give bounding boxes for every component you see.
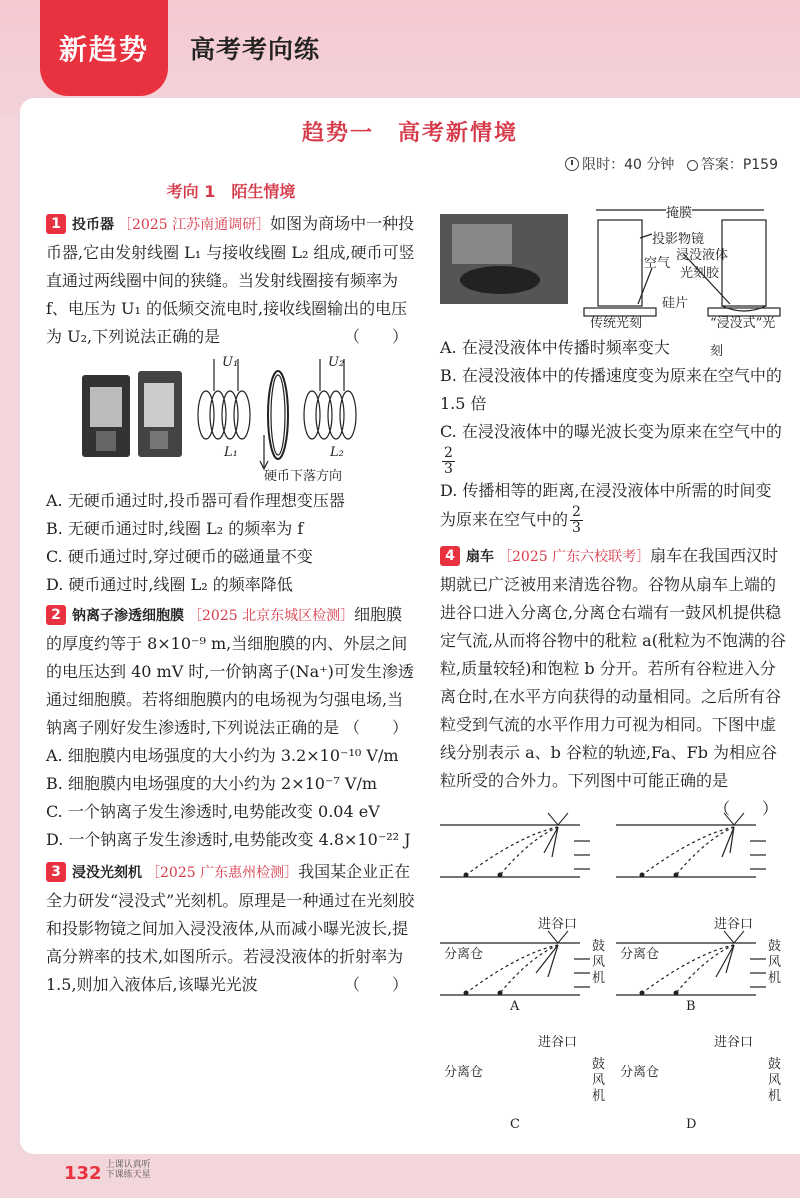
inlet-label: 进谷口 <box>714 1035 754 1050</box>
liquid-label: 浸没液体 <box>676 248 729 263</box>
u2-label: U₂ <box>328 355 345 370</box>
wafer-label: 硅片 <box>662 296 689 311</box>
question-4 <box>440 542 786 818</box>
option-a[interactable]: A. 在浸没液体中传播时频率变大 <box>440 338 670 357</box>
meta-bar <box>557 154 778 174</box>
winnower-svg <box>616 923 786 1033</box>
time-text: 限时：40 分钟 <box>582 157 675 173</box>
option-d-text: D. 传播相等的距离,在浸没液体中所需的时间变为原来在空气中的 <box>440 481 772 529</box>
option-c-text: C. 在浸没液体中的曝光波长变为原来在空气中的 <box>440 422 782 441</box>
option-b[interactable]: B. 细胞膜内电场强度的大小约为 2×10⁻⁷ V/m <box>46 774 378 793</box>
question-text: 我国某企业正在全力研发“浸没式”光刻机。原理是一种通过在光刻胶和投影物镜之间加入浸没液体,从而减小曝光波长,提高分辨率的技术,如图所示。若浸没液体的折射率为 1.5,则加入液体后,该曝光光波 <box>46 862 415 994</box>
winnower-figure-d[interactable] <box>616 923 786 1033</box>
fraction <box>442 446 455 477</box>
lens-label: 投影物镜 <box>652 226 704 254</box>
fraction-numerator: 2 <box>572 504 581 520</box>
answer-text: 答案：P159 <box>700 157 778 173</box>
option-b[interactable]: B. 在浸没液体中的传播速度变为原来在空气中的 1.5 倍 <box>440 366 782 413</box>
blower-label-1: 鼓 <box>592 939 606 954</box>
option-b[interactable]: B. 无硬币通过时,线圈 L₂ 的频率为 f <box>46 519 304 538</box>
winnower-figure-c[interactable] <box>440 923 610 1033</box>
key-icon <box>687 160 698 171</box>
question-number: 3 <box>46 862 66 882</box>
option-c[interactable]: C. 一个钠离子发生渗透时,电势能改变 0.04 eV <box>46 802 380 821</box>
blower-label-2: 风 <box>768 955 782 970</box>
blower-label-1: 鼓 <box>768 1057 782 1072</box>
inlet-label: 进谷口 <box>714 917 754 932</box>
question-2 <box>46 601 416 854</box>
answer-ref <box>687 157 778 173</box>
question-tag: 钠离子渗透细胞膜 <box>72 608 184 624</box>
question-source: ［2025 江苏南通调研］ <box>118 217 271 233</box>
question-1 <box>46 210 416 599</box>
traditional-caption: 传统光刻 <box>590 316 643 331</box>
page-footer <box>64 1160 151 1184</box>
section-title: 高考考向练 <box>190 35 321 64</box>
blower-label-2: 风 <box>592 1073 606 1088</box>
question-tag: 投币器 <box>72 217 114 233</box>
question-text: 细胞膜的厚度约等于 8×10⁻⁹ m,当细胞膜的内、外层之间的电压达到 40 mV 时,一价钠离子(Na⁺)可发生渗透通过细胞膜。若将细胞膜内的电场视为匀强电场,当钠离子刚好发生渗透时,下列说法正确的是 <box>46 605 414 737</box>
l2-label: L₂ <box>330 445 344 460</box>
option-d[interactable]: D. 硬币通过时,线圈 L₂ 的频率降低 <box>46 575 293 594</box>
chamber-label: 分离仓 <box>444 1065 484 1080</box>
winnower-svg <box>440 805 610 915</box>
fraction <box>570 505 583 536</box>
blower-label-2: 风 <box>768 1073 782 1088</box>
question-source: ［2025 北京东城区检测］ <box>188 608 355 624</box>
figure-label-c: C <box>510 1117 520 1132</box>
option-d[interactable]: D. 一个钠离子发生渗透时,电势能改变 4.8×10⁻²² J <box>46 830 411 849</box>
u1-label: U₁ <box>222 355 239 370</box>
option-d[interactable] <box>440 477 786 536</box>
question-number: 4 <box>440 546 460 566</box>
winnower-figure-b[interactable] <box>616 805 786 915</box>
page-number: 132 <box>64 1163 102 1184</box>
clock-icon <box>565 157 579 171</box>
slogan-line-2: 下课练天星 <box>105 1170 151 1180</box>
option-a[interactable]: A. 无硬币通过时,投币器可看作理想变压器 <box>46 491 345 510</box>
winnower-figures <box>440 801 786 1031</box>
left-column <box>46 178 416 999</box>
blower-label-1: 鼓 <box>768 939 782 954</box>
resist-label: 光刻胶 <box>680 266 720 281</box>
question-3 <box>46 858 416 999</box>
mask-label: 掩膜 <box>666 200 692 228</box>
chamber-label: 分离仓 <box>620 1065 660 1080</box>
blower-label-3: 机 <box>768 1089 782 1104</box>
fraction-denominator: 3 <box>572 520 581 536</box>
blower-label-3: 机 <box>768 971 782 986</box>
slogan-line-1: 上课认真听 <box>105 1160 151 1170</box>
coin-device-figure <box>46 355 416 483</box>
question-number: 1 <box>46 214 66 234</box>
blower-label-1: 鼓 <box>592 1057 606 1072</box>
page-content <box>20 98 800 1154</box>
l1-label: L₁ <box>224 445 238 460</box>
blower-label-3: 机 <box>592 971 606 986</box>
answer-bracket: （ ） <box>343 975 408 994</box>
inlet-label: 进谷口 <box>538 1035 578 1050</box>
question-text: 如图为商场中一种投币器,它由发射线圈 L₁ 与接收线圈 L₂ 组成,硬币可竖直通过两线圈中间的狭缝。当发射线圈接有频率为 f、电压为 U₁ 的低频交流电时,接收线圈输出的电压为 U₂,下列说法正确的是 <box>46 214 415 346</box>
figure-label-a: A <box>510 999 520 1014</box>
chamber-label: 分离仓 <box>620 947 660 962</box>
answer-bracket: （ ） <box>713 799 778 818</box>
fraction-numerator: 2 <box>444 445 453 461</box>
question-text: 扇车在我国西汉时期就已广泛被用来清选谷物。谷物从扇车上端的进谷口进入分离仓,分离仓右端有一鼓风机提供稳定气流,从而将谷物中的秕粒 a(秕粒为不饱满的谷粒,质量较轻)和饱粒 b 分开。若所有谷粒进入分离仓时,在水平方向获得的动量相同。之后所有谷粒受到气流的水平作用力可视为相同。下图中虚线分别表示 a、b 谷粒的轨迹,Fa、Fb 为相应谷粒所受的合外力。下列图中可能正确的是 <box>440 546 786 790</box>
question-tag: 扇车 <box>466 549 494 565</box>
page-title: 趋势一 高考新情境 <box>301 121 518 146</box>
trend-badge: 新趋势 <box>40 0 168 96</box>
fraction-denominator: 3 <box>444 461 453 477</box>
winnower-svg <box>440 923 610 1033</box>
question-number: 2 <box>46 605 66 625</box>
q1-options <box>46 487 416 599</box>
blower-label-2: 风 <box>592 955 606 970</box>
air-label: 空气 <box>644 256 671 271</box>
inlet-label: 进谷口 <box>538 917 578 932</box>
subheading: 考向 1 陌生情境 <box>166 182 296 201</box>
winnower-svg <box>616 805 786 915</box>
immersion-caption: “浸没式”光刻 <box>710 316 776 359</box>
answer-bracket: （ ） <box>343 718 408 737</box>
right-column <box>440 178 786 1031</box>
coin-direction-caption: 硬币下落方向 <box>264 469 343 484</box>
blower-label-3: 机 <box>592 1089 606 1104</box>
time-limit <box>565 157 674 173</box>
question-source: ［2025 广东六校联考］ <box>498 549 651 565</box>
question-tag: 浸没光刻机 <box>72 865 142 881</box>
figure-label-b: B <box>686 999 696 1014</box>
question-source: ［2025 广东惠州检测］ <box>146 865 299 881</box>
option-a[interactable]: A. 细胞膜内电场强度的大小约为 3.2×10⁻¹⁰ V/m <box>46 746 399 765</box>
option-c[interactable]: C. 硬币通过时,穿过硬币的磁通量不变 <box>46 547 313 566</box>
winnower-figure-a[interactable] <box>440 805 610 915</box>
footer-slogan <box>106 1160 151 1180</box>
chamber-label: 分离仓 <box>444 947 484 962</box>
answer-bracket: （ ） <box>343 327 408 346</box>
q2-options <box>46 742 416 854</box>
option-c[interactable] <box>440 418 786 477</box>
figure-label-d: D <box>686 1117 697 1132</box>
